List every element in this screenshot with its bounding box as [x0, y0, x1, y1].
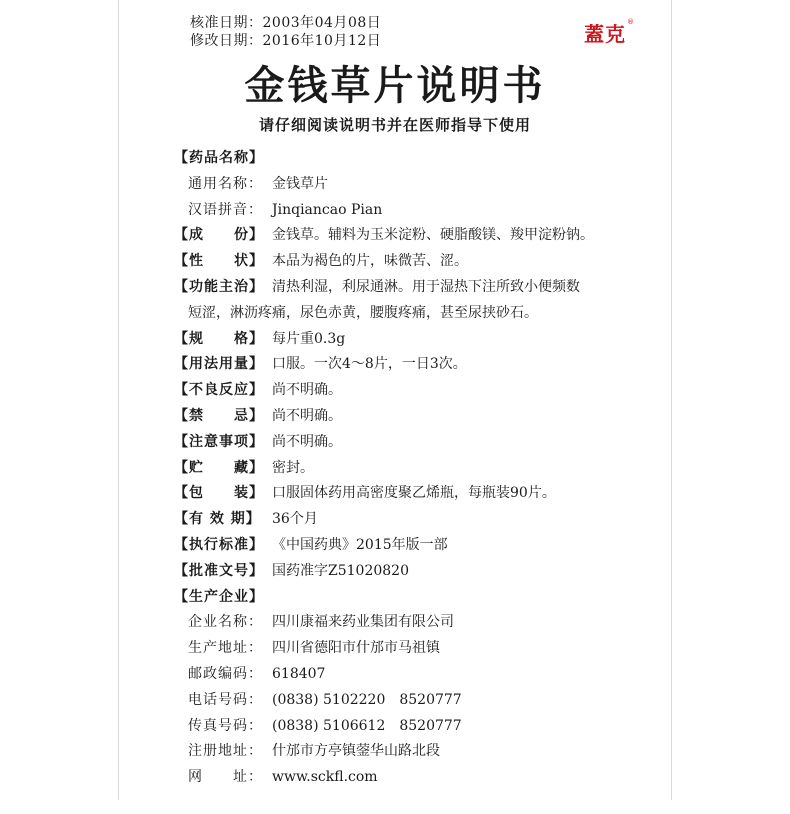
- postcode-value: 618407: [272, 665, 326, 682]
- row-phone: [174, 688, 654, 714]
- adverse-label: 【不良反应】: [174, 382, 264, 399]
- revision-date: 修改日期：2016年10月12日: [190, 33, 382, 49]
- company-name-label: 企业名称：: [188, 614, 263, 631]
- adverse-value: 尚不明确。: [272, 382, 342, 399]
- row-indications-cont: [174, 301, 654, 327]
- indications-label: 【功能主治】: [174, 278, 264, 295]
- row-specification: [174, 327, 654, 353]
- row-contraindications: [174, 404, 654, 430]
- page-title: 金钱草片说明书: [244, 63, 546, 109]
- row-properties: [174, 249, 654, 275]
- row-reg-address: [174, 739, 654, 765]
- package-label: 【包 装】: [174, 485, 264, 502]
- pinyin-label: 汉语拼音：: [188, 201, 263, 218]
- row-ingredients: [174, 223, 654, 249]
- standard-value: 《中国药典》2015年版一部: [272, 536, 448, 553]
- pinyin-value: Jinqiancao Pian: [272, 201, 383, 218]
- leaflet-content: [174, 146, 654, 791]
- brand-name: 蓋克: [584, 22, 626, 46]
- generic-name-label: 通用名称：: [188, 175, 263, 192]
- indications-value: 清热利湿，利尿通淋。用于湿热下注所致小便频数: [272, 278, 580, 295]
- row-dosage: [174, 352, 654, 378]
- dosage-label: 【用法用量】: [174, 356, 264, 373]
- precautions-value: 尚不明确。: [272, 433, 342, 450]
- row-address: [174, 636, 654, 662]
- contraindications-label: 【禁 忌】: [174, 407, 264, 424]
- ingredients-label: 【成 份】: [174, 227, 264, 244]
- storage-value: 密封。: [272, 459, 314, 476]
- validity-label: 【有 效 期】: [174, 511, 261, 528]
- row-company-name: [174, 610, 654, 636]
- reg-address-value: 什邡市方亭镇蓥华山路北段: [272, 743, 440, 760]
- row-adverse: [174, 378, 654, 404]
- row-website: [174, 765, 654, 791]
- validity-value: 36个月: [272, 511, 318, 528]
- address-label: 生产地址：: [188, 640, 263, 657]
- row-storage: [174, 456, 654, 482]
- row-indications: [174, 275, 654, 301]
- row-generic-name: [174, 172, 654, 198]
- storage-label: 【贮 藏】: [174, 459, 264, 476]
- row-fax: [174, 714, 654, 740]
- properties-value: 本品为褐色的片，味微苦、涩。: [272, 253, 468, 270]
- row-validity: [174, 507, 654, 533]
- package-value: 口服固体药用高密度聚乙烯瓶，每瓶装90片。: [272, 485, 556, 502]
- ingredients-value: 金钱草。辅料为玉米淀粉、硬脂酸镁、羧甲淀粉钠。: [272, 227, 594, 244]
- dates-block: [190, 14, 381, 50]
- indications-value-continued: 短涩，淋沥疼痛，尿色赤黄，腰腹疼痛，甚至尿挟砂石。: [188, 304, 538, 321]
- generic-name-value: 金钱草片: [272, 175, 328, 192]
- registered-mark: ®: [627, 18, 635, 26]
- row-postcode: [174, 662, 654, 688]
- fax-label: 传真号码：: [188, 717, 263, 734]
- reg-address-label: 注册地址：: [188, 743, 263, 760]
- row-approval-no: [174, 559, 654, 585]
- row-precautions: [174, 430, 654, 456]
- properties-label: 【性 状】: [174, 253, 264, 270]
- specification-label: 【规 格】: [174, 330, 264, 347]
- row-standard: [174, 533, 654, 559]
- row-pinyin: [174, 198, 654, 224]
- section-drug-name: [174, 146, 654, 172]
- postcode-label: 邮政编码：: [188, 665, 263, 682]
- manufacturer-label: 【生产企业】: [174, 588, 264, 605]
- phone-value: (0838) 5102220 8520777: [272, 691, 462, 708]
- precautions-label: 【注意事项】: [174, 433, 264, 450]
- standard-label: 【执行标准】: [174, 536, 264, 553]
- approval-no-value: 国药准字Z51020820: [272, 562, 409, 579]
- website-value: www.sckfl.com: [272, 769, 378, 786]
- company-name-value: 四川康福来药业集团有限公司: [272, 614, 454, 631]
- page-subtitle: 请仔细阅读说明书并在医师指导下使用: [258, 116, 531, 134]
- fax-value: (0838) 5106612 8520777: [272, 717, 462, 734]
- approval-no-label: 【批准文号】: [174, 562, 264, 579]
- phone-label: 电话号码：: [188, 691, 263, 708]
- specification-value: 每片重0.3g: [272, 330, 346, 347]
- brand-logo: [584, 18, 635, 47]
- approval-date: 核准日期：2003年04月08日: [190, 15, 382, 31]
- website-label: 网 址：: [188, 769, 263, 786]
- contraindications-value: 尚不明确。: [272, 407, 342, 424]
- section-manufacturer: [174, 585, 654, 611]
- address-value: 四川省德阳市什邡市马祖镇: [272, 640, 440, 657]
- row-package: [174, 481, 654, 507]
- dosage-value: 口服。一次4～8片，一日3次。: [272, 356, 467, 373]
- drug-name-label: 【药品名称】: [174, 150, 264, 166]
